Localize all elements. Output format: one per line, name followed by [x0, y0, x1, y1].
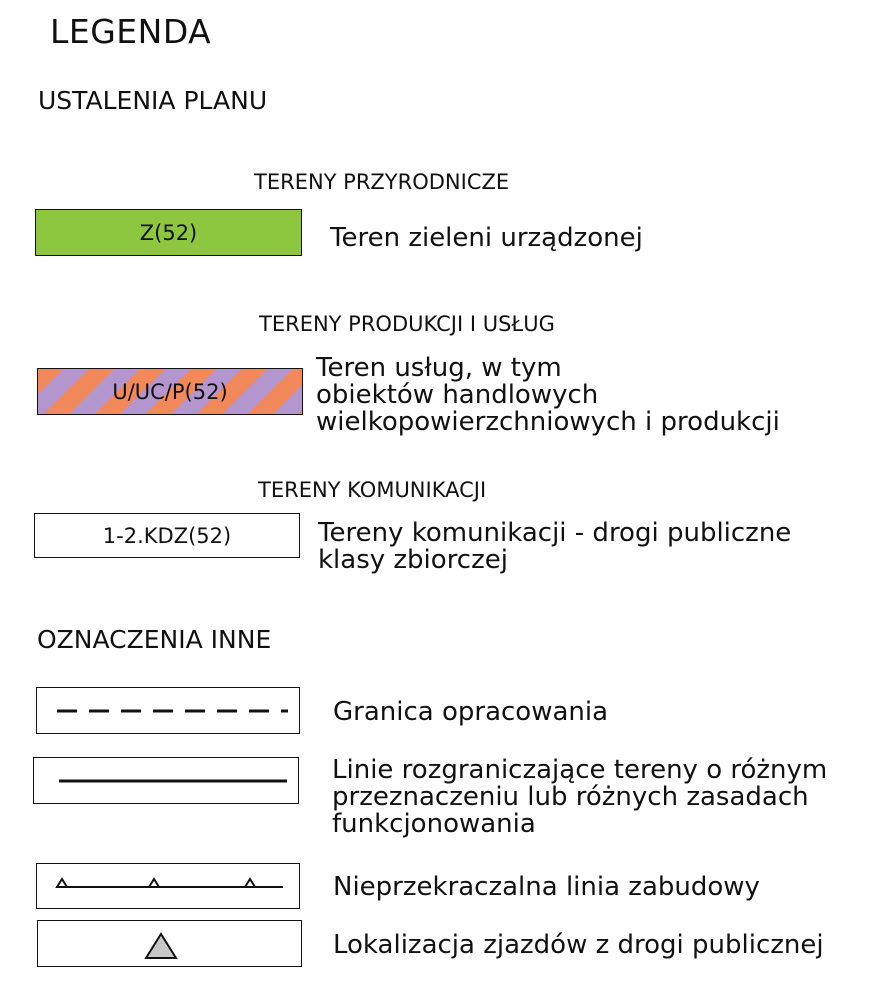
triangle-line-icon: [56, 879, 283, 887]
desc-line: Lokalizacja zjazdów z drogi publicznej: [333, 930, 824, 960]
desc-line: Teren usług, w tym: [316, 353, 562, 383]
desc-line: Teren zieleni urządzonej: [330, 223, 643, 253]
desc-line: obiektów handlowych: [316, 380, 599, 410]
legend-subtitle: USTALENIA PLANU: [38, 86, 268, 115]
section-heading-nature: TERENY PRZYRODNICZE: [254, 170, 510, 194]
desc-line: Nieprzekraczalna linia zabudowy: [333, 872, 760, 902]
triangle-icon: [146, 934, 176, 958]
section-heading-other: OZNACZENIA INNE: [37, 625, 272, 654]
section-heading-production: TERENY PRODUKCJI I USŁUG: [259, 312, 555, 336]
desc-line: Tereny komunikacji - drogi publiczne: [318, 518, 792, 548]
swatch-code: 1-2.KDZ(52): [102, 523, 232, 548]
desc-line: Linie rozgraniczające tereny o różnym: [332, 755, 828, 785]
desc-line: funkcjonowania: [332, 809, 536, 839]
swatch-code: U/UC/P(52): [112, 379, 228, 404]
desc-line: przeznaczeniu lub różnych zasadach: [332, 782, 809, 812]
legend-title: LEGENDA: [50, 12, 212, 51]
swatch-code: Z(52): [139, 220, 198, 245]
desc-line: klasy zbiorczej: [318, 545, 508, 575]
desc-line: wielkopowierzchniowych i produkcji: [316, 407, 780, 437]
desc-line: Granica opracowania: [333, 697, 609, 727]
section-heading-communication: TERENY KOMUNIKACJI: [258, 478, 487, 502]
